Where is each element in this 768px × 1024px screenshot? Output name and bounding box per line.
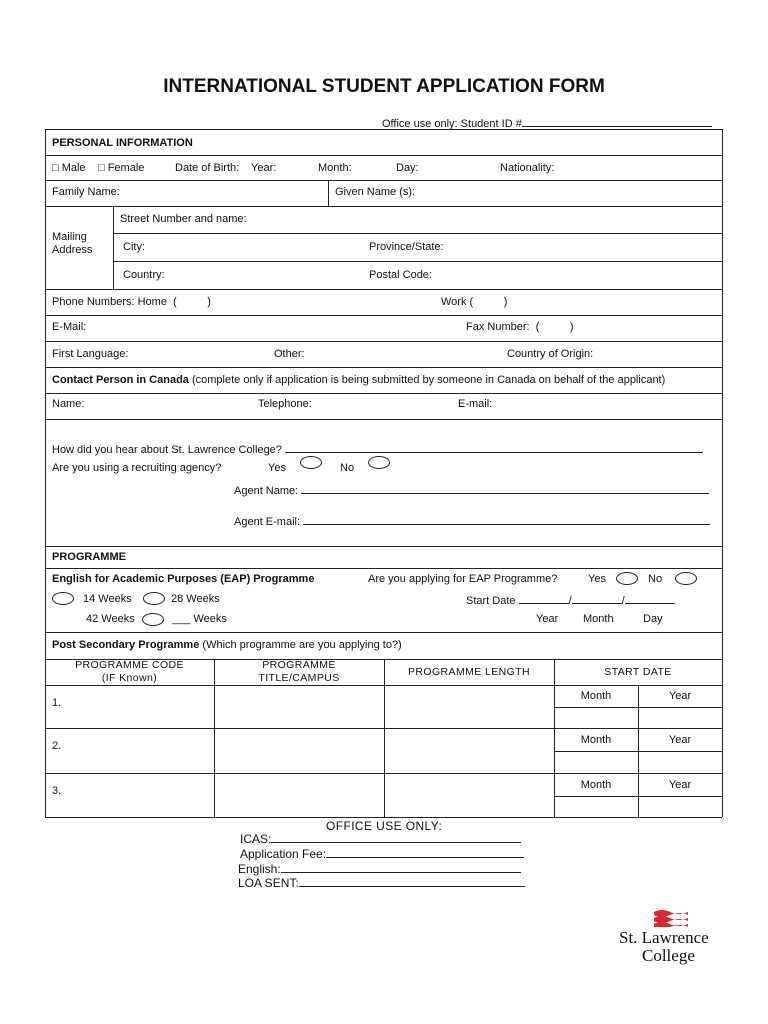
start-year-label: Year <box>536 613 559 625</box>
street-label: Street Number and name: <box>120 213 247 225</box>
col-divider <box>113 206 114 289</box>
row-line <box>45 129 722 130</box>
start-date-label: Start Date <box>466 595 516 607</box>
row-line <box>45 315 722 316</box>
contact-heading-row <box>52 374 665 386</box>
hear-about-line[interactable] <box>285 442 703 453</box>
icas-line[interactable] <box>271 832 521 843</box>
col-header-title-line2: TITLE/CAMPUS <box>258 672 340 684</box>
row-year-label: Year <box>668 779 692 791</box>
english-row <box>238 862 521 876</box>
row-line <box>45 393 722 394</box>
row-line <box>45 341 722 342</box>
row-line <box>45 180 722 181</box>
logo-text-line2: College <box>642 946 695 965</box>
row-line <box>45 289 722 290</box>
col-divider <box>384 659 385 817</box>
agent-email-row <box>234 514 710 528</box>
weeks-14-radio[interactable] <box>52 592 74 605</box>
logo-wave <box>654 922 688 927</box>
personal-heading: PERSONAL INFORMATION <box>52 137 193 149</box>
start-day-label: Day <box>643 613 663 625</box>
start-date-day-line[interactable] <box>625 593 675 604</box>
agent-email-label: Agent E-mail: <box>234 516 301 528</box>
eap-no-label: No <box>648 573 663 585</box>
email-label: E-Mail: <box>52 321 87 333</box>
loa-label: LOA SENT: <box>238 876 299 890</box>
hear-about-label: How did you hear about St. Lawrence College? <box>52 444 282 456</box>
logo-wave <box>654 916 688 923</box>
programme-heading: PROGRAMME <box>52 551 126 563</box>
row-month-label: Month <box>580 779 612 791</box>
frame-left <box>45 129 46 817</box>
fee-line[interactable] <box>326 847 524 858</box>
weeks-14-label: 14 Weeks <box>83 593 132 605</box>
col-header-title-line1: PROGRAMME <box>262 659 336 671</box>
dob-month-label: Month: <box>318 162 352 174</box>
row-line <box>45 419 722 420</box>
agent-name-row <box>234 483 709 497</box>
row-number: 2. <box>52 740 62 752</box>
weeks-28-radio[interactable] <box>143 592 165 605</box>
country-origin-label: Country of Origin: <box>507 348 594 360</box>
eap-start-date-row: Start Date / / <box>466 593 675 607</box>
weeks-42-label: 42 Weeks <box>86 613 135 625</box>
col-header-title <box>214 659 384 685</box>
fax-label: Fax Number: ( ) <box>466 321 574 333</box>
agency-no-label: No <box>340 462 355 474</box>
row-year-label: Year <box>668 734 692 746</box>
start-month-label: Month <box>583 613 614 625</box>
office-student-id-label: Office use only: Student ID # <box>382 118 522 130</box>
col-divider <box>638 685 639 817</box>
weeks-28-label: 28 Weeks <box>171 593 220 605</box>
row-line <box>45 206 722 207</box>
contact-heading: Contact Person in Canada <box>52 374 189 386</box>
row-line <box>45 155 722 156</box>
weeks-custom-label: ___ Weeks <box>172 613 227 625</box>
icas-label: ICAS: <box>240 832 272 846</box>
contact-note: (complete only if application is being submitted by someone in Canada on behalf of the applicant) <box>191 374 666 386</box>
post-secondary-row <box>52 639 402 651</box>
phone-home-label: Phone Numbers: Home ( ) <box>52 296 211 308</box>
dob-day-label: Day: <box>396 162 419 174</box>
fee-label: Application Fee: <box>240 847 327 861</box>
row-line <box>45 568 722 569</box>
dob-year-label: Year: <box>251 162 277 174</box>
col-header-start: START DATE <box>604 666 672 678</box>
row-number: 3. <box>52 785 62 797</box>
contact-name-label: Name: <box>52 398 85 410</box>
row-line <box>45 546 722 547</box>
agent-name-label: Agent Name: <box>234 485 299 497</box>
form-title: INTERNATIONAL STUDENT APPLICATION FORM <box>163 76 605 97</box>
postal-code-label: Postal Code: <box>369 269 432 281</box>
agent-email-line[interactable] <box>303 514 710 525</box>
start-date-year-line[interactable] <box>519 593 569 604</box>
college-logo-waves-icon <box>652 907 690 927</box>
student-id-line[interactable] <box>522 116 712 127</box>
english-line[interactable] <box>281 862 521 873</box>
agent-name-line[interactable] <box>301 483 709 494</box>
agency-question: Are you using a recruiting agency? <box>52 462 222 474</box>
eap-question: Are you applying for EAP Programme? <box>368 573 558 585</box>
fee-row <box>240 847 524 861</box>
loa-line[interactable] <box>299 876 525 887</box>
male-checkbox[interactable]: □ Male <box>52 162 86 174</box>
start-date-month-line[interactable] <box>572 593 622 604</box>
post-secondary-note: (Which programme are you applying to?) <box>202 639 402 651</box>
phone-work-label: Work ( ) <box>441 296 508 308</box>
other-language-label: Other: <box>274 348 305 360</box>
row-line <box>113 261 722 262</box>
eap-no-radio[interactable] <box>675 572 697 585</box>
eap-yes-label: Yes <box>588 573 606 585</box>
row-line <box>45 817 722 818</box>
office-use-heading: OFFICE USE ONLY: <box>326 819 443 833</box>
first-language-label: First Language: <box>52 348 129 360</box>
row-line <box>45 632 722 633</box>
logo-text-line1: St. Lawrence <box>619 928 709 947</box>
row-line <box>113 233 722 234</box>
row-month-label: Month <box>580 690 612 702</box>
province-label: Province/State: <box>369 241 444 253</box>
row-month-label: Month <box>580 734 612 746</box>
loa-row <box>238 876 525 890</box>
contact-email-label: E-mail: <box>458 398 493 410</box>
female-checkbox[interactable]: □ Female <box>98 162 145 174</box>
eap-yes-radio[interactable] <box>616 572 638 585</box>
office-student-id <box>382 116 712 130</box>
row-year-label: Year <box>668 690 692 702</box>
agency-no-radio[interactable] <box>368 456 390 469</box>
frame-right <box>722 129 723 817</box>
nationality-label: Nationality: <box>500 162 555 174</box>
agency-yes-radio[interactable] <box>300 456 322 469</box>
col-header-length: PROGRAMME LENGTH <box>408 666 530 678</box>
icas-row <box>240 832 521 846</box>
col-header-code-line1: PROGRAMME CODE <box>75 659 184 671</box>
logo-wave <box>654 910 688 917</box>
mailing-address-label: Mailing Address <box>52 231 93 256</box>
country-label: Country: <box>123 269 165 281</box>
row-number: 1. <box>52 697 62 709</box>
contact-telephone-label: Telephone: <box>258 398 312 410</box>
col-divider <box>328 180 329 206</box>
english-label: English: <box>238 862 281 876</box>
family-name-label: Family Name: <box>52 186 120 198</box>
col-header-code-line2: (IF Known) <box>101 672 158 684</box>
city-label: City: <box>123 241 145 253</box>
col-header-code <box>45 659 214 685</box>
dob-label: Date of Birth: <box>175 162 240 174</box>
weeks-42-radio[interactable] <box>142 613 164 626</box>
given-name-label: Given Name (s): <box>335 186 416 198</box>
hear-about-row <box>52 442 703 456</box>
row-line <box>45 367 722 368</box>
agency-yes-label: Yes <box>268 462 286 474</box>
eap-heading: English for Academic Purposes (EAP) Programme <box>52 573 315 585</box>
post-secondary-heading: Post Secondary Programme <box>52 639 200 651</box>
